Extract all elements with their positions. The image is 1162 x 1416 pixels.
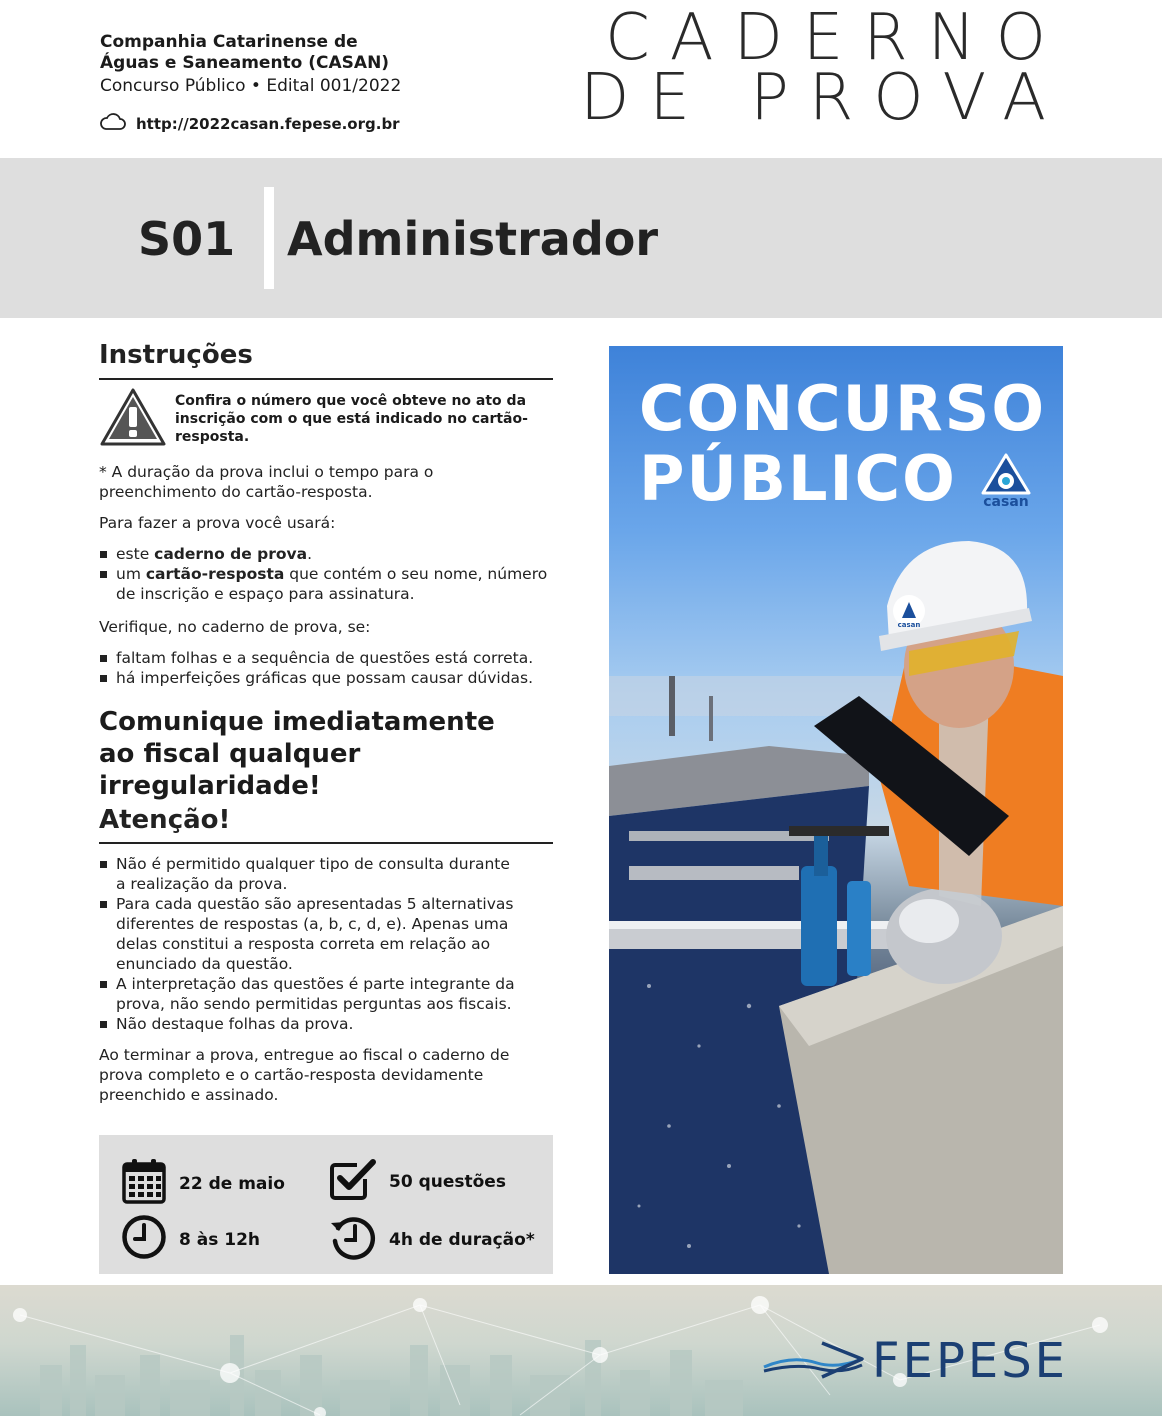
list-item: Não destaque folhas da prova. — [99, 1014, 524, 1034]
calendar-icon — [121, 1157, 167, 1210]
list-item: há imperfeições gráficas que possam causar dúvidas. — [99, 668, 549, 688]
website-link[interactable] — [100, 113, 400, 135]
exam-time — [121, 1214, 260, 1265]
instructions-rule — [99, 378, 553, 380]
clock-icon — [121, 1214, 167, 1265]
poster-title-line-1: CONCURSO — [639, 372, 1047, 445]
title-line-1: CADERNO — [605, 1, 1066, 75]
fepese-brand: FEPESE — [872, 1333, 1069, 1389]
list-item: faltam folhas e a sequência de questões está correta. — [99, 648, 549, 668]
verify-intro: Verifique, no caderno de prova, se: — [99, 618, 371, 636]
position-title: Administrador — [287, 212, 659, 266]
list-item: Não é permitido qualquer tipo de consulta durante a realização da prova. — [99, 854, 524, 894]
exam-duration-text: 4h de duração* — [389, 1229, 535, 1250]
contest-poster — [609, 346, 1063, 1274]
fepese-wave-icon — [762, 1337, 866, 1385]
casan-logo-text: casan — [983, 494, 1029, 510]
use-list — [99, 544, 549, 604]
attention-heading: Atenção! — [99, 805, 231, 835]
question-count-text: 50 questões — [389, 1171, 506, 1192]
helmet-logo-text: casan — [897, 621, 921, 629]
history-icon — [329, 1214, 377, 1265]
cloud-icon — [100, 113, 126, 135]
alert-message: Comunique imediatamente ao fiscal qualquer irregularidade! — [99, 707, 495, 801]
website-url: http://2022casan.fepese.org.br — [136, 115, 400, 133]
closing-instructions: Ao terminar a prova, entregue ao fiscal o caderno de prova completo e o cartão-resposta devidamente preenchido e assinado. — [99, 1046, 510, 1104]
exam-date — [121, 1157, 285, 1210]
band-divider — [264, 187, 274, 289]
question-count — [329, 1157, 506, 1206]
position-code: S01 — [138, 212, 236, 266]
list-item: A interpretação das questões é parte integrante da prova, não sendo permitidas perguntas aos fiscais. — [99, 974, 524, 1014]
attention-rule — [99, 842, 553, 844]
fepese-logo — [762, 1333, 1068, 1389]
poster-title-line-2: PÚBLICO — [639, 442, 957, 515]
title-line-2: DE PROVA — [580, 61, 1066, 135]
list-item: este caderno de prova. — [99, 544, 549, 564]
exam-date-text: 22 de maio — [179, 1173, 285, 1194]
use-intro: Para fazer a prova você usará: — [99, 514, 336, 532]
exam-time-text: 8 às 12h — [179, 1229, 261, 1250]
attention-list — [99, 854, 524, 1034]
exam-info-box — [99, 1135, 553, 1274]
list-item: um cartão-resposta que contém o seu nome, número de inscrição e espaço para assinatura. — [99, 564, 549, 604]
duration-note: * A duração da prova inclui o tempo para o preenchimento do cartão-resposta. — [99, 463, 434, 501]
checkbox-icon — [329, 1157, 377, 1206]
document-title — [580, 1, 1066, 135]
verify-list — [99, 648, 549, 688]
list-item: Para cada questão são apresentadas 5 alternativas diferentes de respostas (a, b, c, d, e). Apenas uma delas constitui a resposta correta em relação ao enunciado da questão. — [99, 894, 524, 974]
org-name-line-2: Águas e Saneamento (CASAN) — [100, 53, 390, 73]
instructions-heading: Instruções — [99, 340, 253, 370]
casan-logo — [975, 449, 1037, 515]
warning-icon — [99, 387, 167, 451]
exam-duration — [329, 1214, 535, 1265]
contest-line: Concurso Público • Edital 001/2022 — [100, 76, 402, 96]
org-name-line-1: Companhia Catarinense de — [100, 32, 358, 52]
footer-banner — [0, 1285, 1162, 1416]
warning-text: Confira o número que você obteve no ato da inscrição com o que está indicado no cartão-resposta. — [175, 393, 528, 445]
